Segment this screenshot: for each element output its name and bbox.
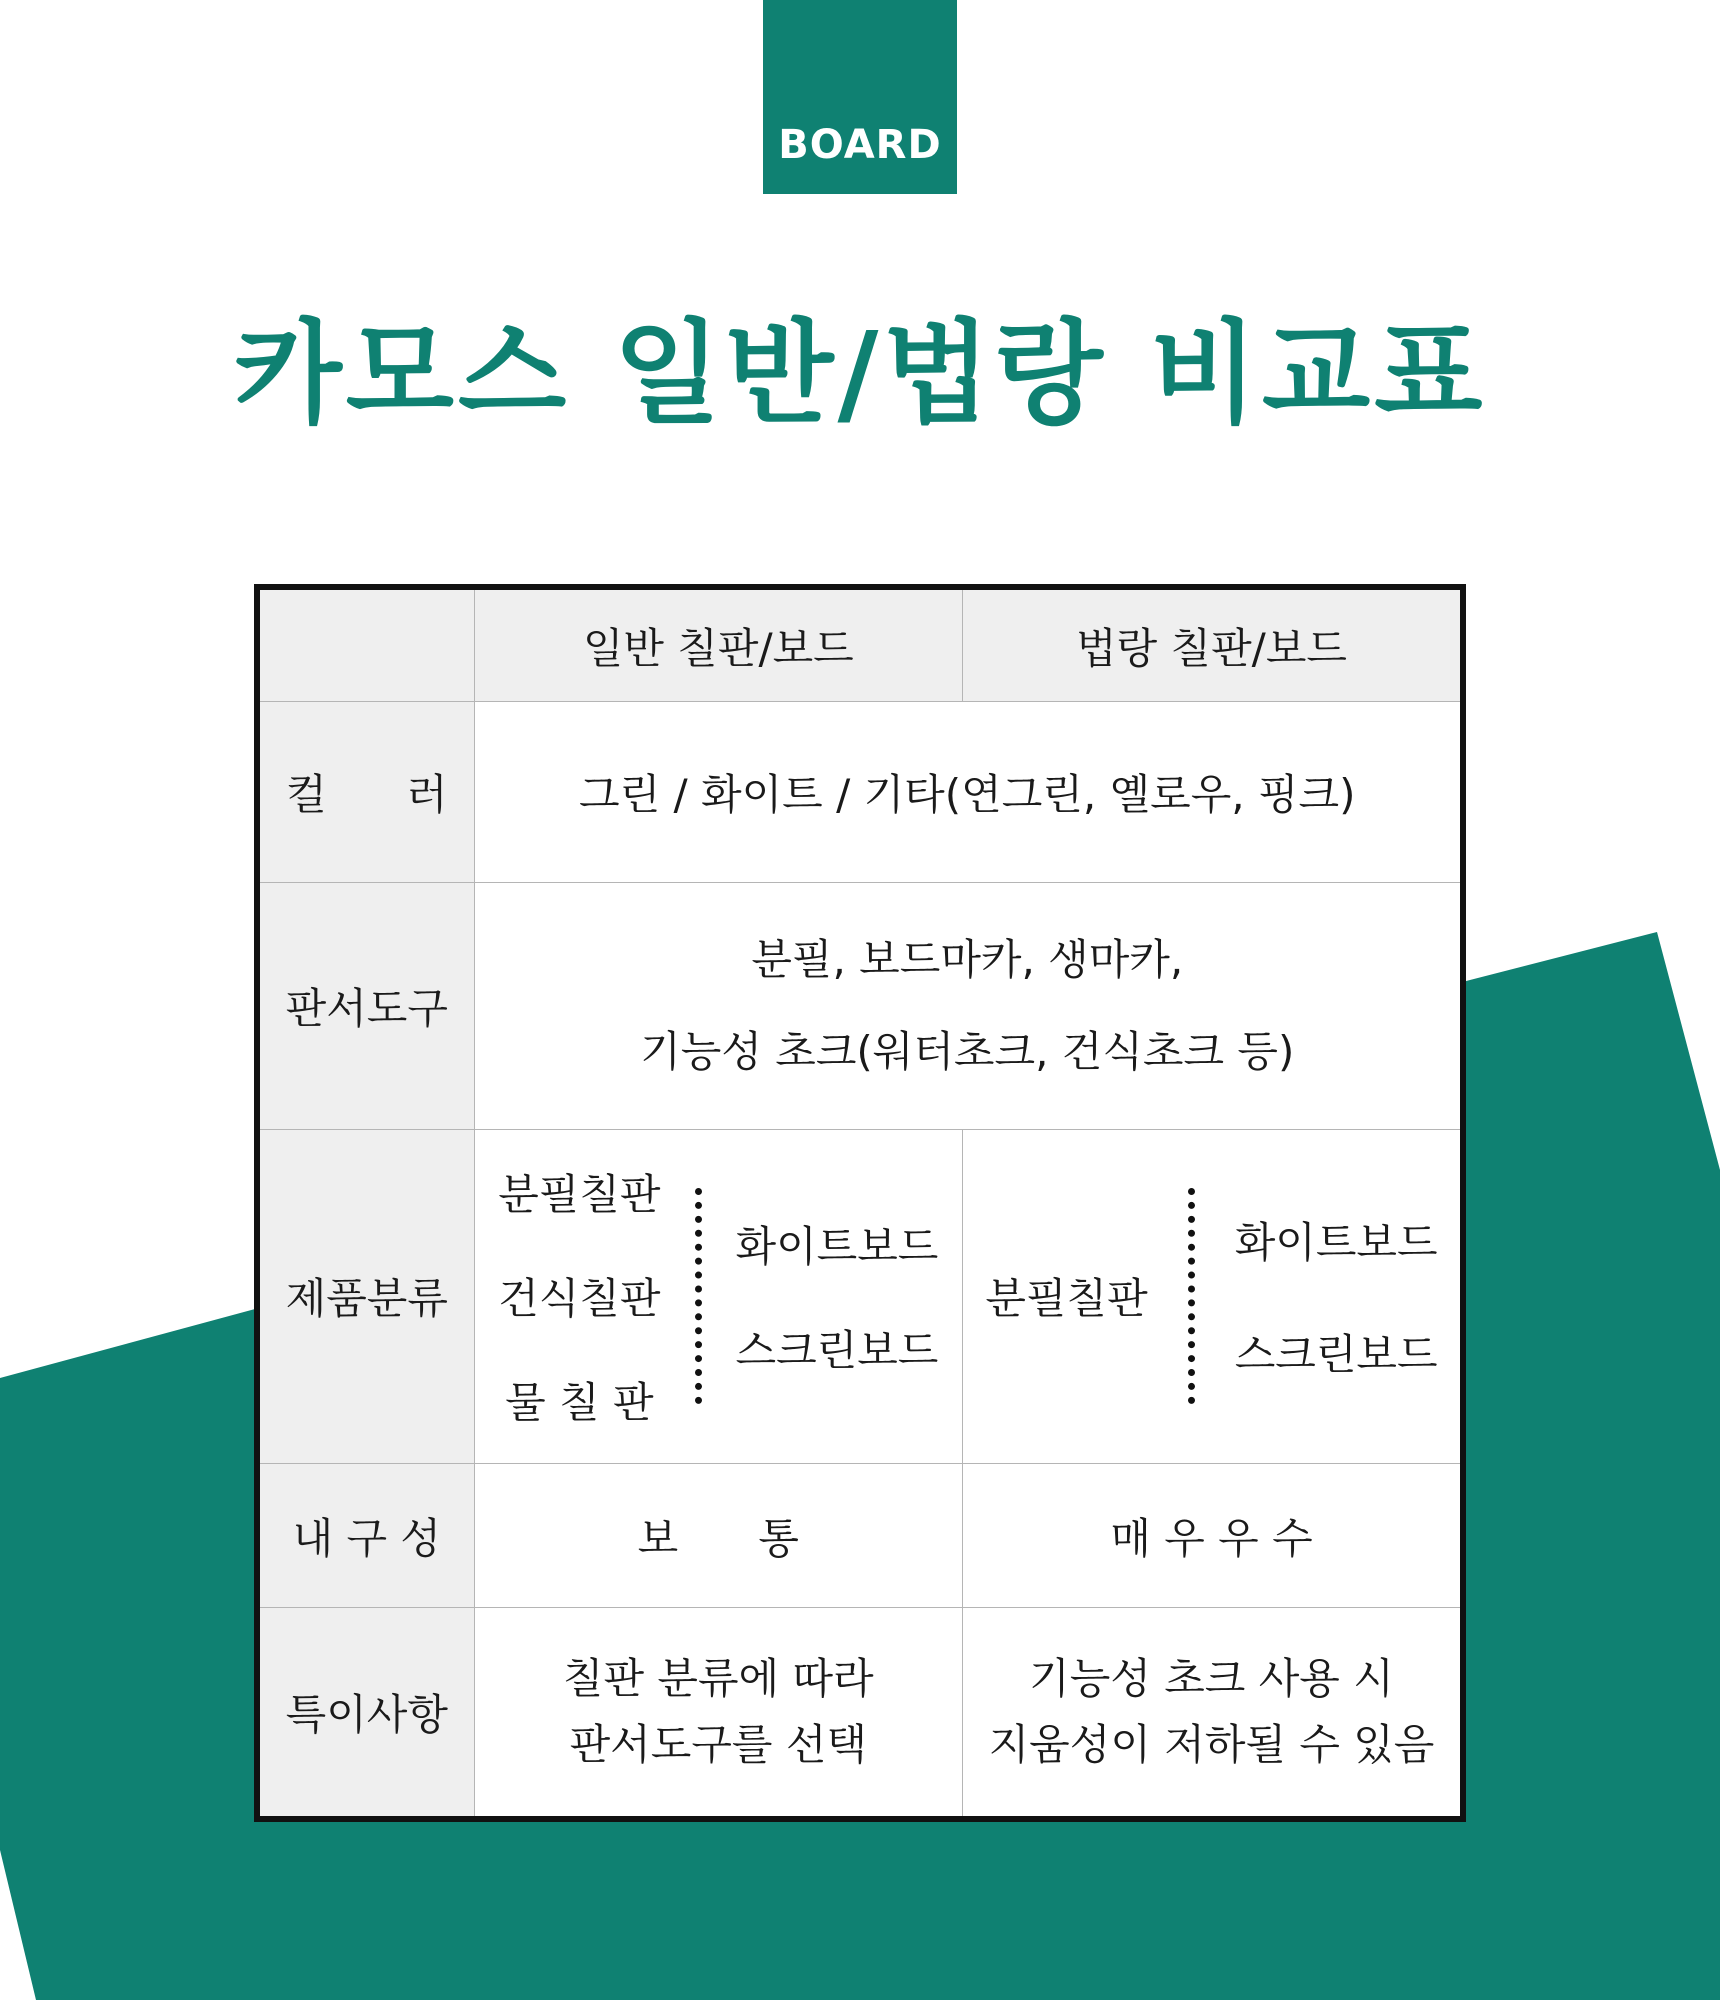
page-title: 카모스 일반/법랑 비교표 [233,309,1487,439]
color-value: 그린 / 화이트 / 기타(연그린, 옐로우, 핑크) [474,702,1463,883]
notes-general [474,1608,962,1819]
board-badge [763,0,957,194]
durability-enamel: 매 우 우 수 [963,1463,1464,1608]
products-general [474,1130,962,1464]
notes-enamel [963,1608,1464,1819]
row-tools [257,882,1463,1129]
general-right-list [736,1214,939,1378]
row-products [257,1130,1463,1464]
header-general: 일반 칠판/보드 [474,587,962,702]
list-item: 화이트보드 [735,1222,939,1272]
list-item: 스크린보드 [1234,1330,1438,1380]
row-label-products: 제품분류 [257,1130,474,1464]
row-label-color: 컬 러 [257,702,474,883]
header-enamel: 법랑 칠판/보드 [963,587,1464,702]
general-left-list [498,1162,660,1430]
dotted-divider [1188,1188,1195,1404]
products-enamel [963,1130,1464,1464]
row-label-notes: 특이사항 [257,1608,474,1819]
dotted-divider [695,1188,702,1404]
tools-line-1: 분필, 보드마카, 생마카, [751,935,1184,985]
enamel-left-list [985,1266,1147,1326]
notes-enamel-line-2: 지움성이 저하될 수 있음 [988,1720,1435,1770]
tools-value [474,882,1463,1129]
list-item: 분필칠판 [498,1170,661,1220]
row-durability [257,1463,1463,1608]
header-row [257,587,1463,702]
comparison-table [254,584,1466,1822]
list-item: 물 칠 판 [505,1378,654,1428]
list-item: 분필칠판 [985,1274,1148,1324]
list-item: 스크린보드 [735,1326,939,1376]
notes-general-line-2: 판서도구를 선택 [569,1720,867,1770]
durability-general: 보 통 [474,1463,962,1608]
tools-line-2: 기능성 초크(워터초크, 건식초크 등) [640,1027,1295,1077]
row-color [257,702,1463,883]
board-badge-label: BOARD [778,122,942,168]
list-item: 건식칠판 [498,1274,661,1324]
header-empty-cell [257,587,474,702]
row-label-tools: 판서도구 [257,882,474,1129]
enamel-right-list [1235,1210,1438,1382]
notes-general-line-1: 칠판 분류에 따라 [562,1654,874,1704]
row-notes [257,1608,1463,1819]
notes-enamel-line-1: 기능성 초크 사용 시 [1029,1654,1394,1704]
row-label-durability: 내 구 성 [257,1463,474,1608]
list-item: 화이트보드 [1234,1218,1438,1268]
